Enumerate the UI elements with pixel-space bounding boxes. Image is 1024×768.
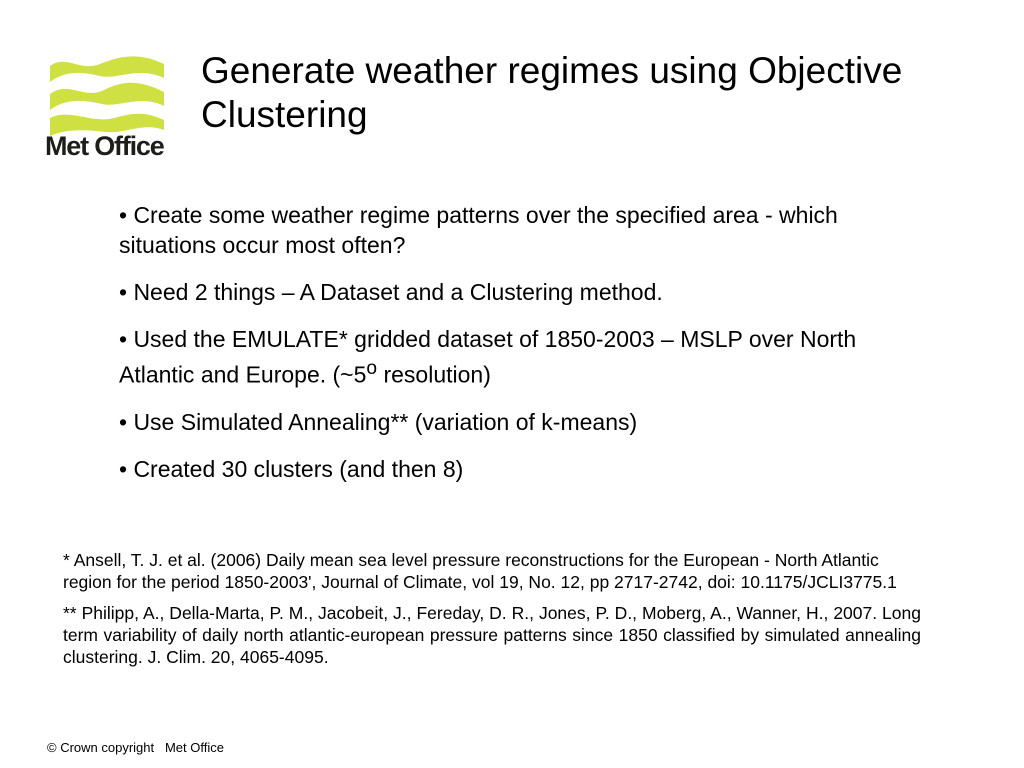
met-office-logo <box>44 44 174 164</box>
bullet-text: • Used the EMULATE* gridded dataset of 1850-2003 – MSLP over North Atlantic and Europe. (~5 <box>119 326 857 388</box>
met-office-logo-text: Met Office <box>45 131 164 161</box>
copyright-footer: © Crown copyright Met Office <box>47 740 224 755</box>
bullet-item <box>119 324 879 390</box>
reference-philipp: ** Philipp, A., Della-Marta, P. M., Jacobeit, J., Fereday, D. R., Jones, P. D., Moberg, A., Wanner, H., 2007. Long term variability of daily north atlantic-european pressure patterns since 1850 classified by simulated annealing clustering. J. Clim. 20, 4065-4095. <box>63 603 921 667</box>
met-office-wave-icon <box>48 50 168 136</box>
bullet-item: • Use Simulated Annealing** (variation of k-means) <box>119 408 638 435</box>
degree-superscript: o <box>366 358 378 379</box>
references <box>63 549 921 677</box>
reference-ansell: * Ansell, T. J. et al. (2006) Daily mean sea level pressure reconstructions for the European - North Atlantic region for the period 1850-2003', Journal of Climate, vol 19, No. 12, pp 2717-2742, doi: 10.1175/JCLI3775.1 <box>63 550 897 592</box>
bullet-text: resolution) <box>377 361 491 388</box>
slide-title: Generate weather regimes using Objective Clustering <box>201 50 903 135</box>
bullet-item: • Created 30 clusters (and then 8) <box>119 455 464 482</box>
bullet-item: • Need 2 things – A Dataset and a Clustering method. <box>119 279 663 305</box>
bullet-list <box>119 200 879 501</box>
bullet-item: • Create some weather regime patterns over the specified area - which situations occur most often? <box>119 202 838 258</box>
